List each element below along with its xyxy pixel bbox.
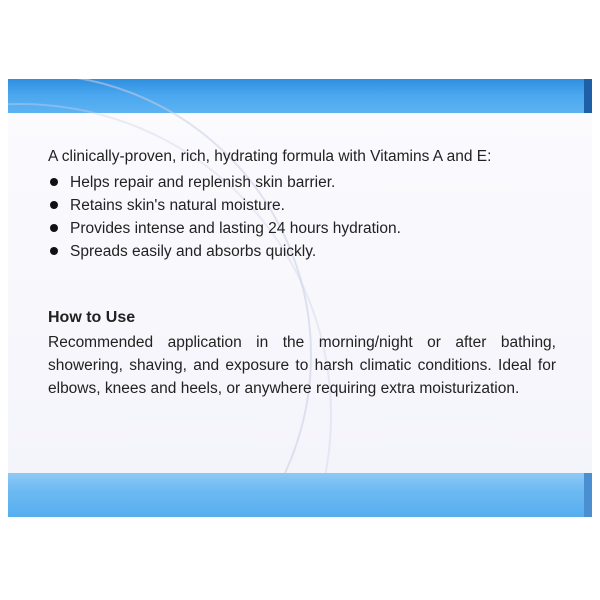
bullet-dot-icon [50,178,58,186]
list-item [48,240,556,263]
how-to-use-text: Recommended application in the morning/night or after bathing, showering, shaving, and exposure to harsh climatic conditions. Ideal for elbows, knees and heels, or anywhere requiring extra moisturization. [48,334,556,397]
bottom-blue-band [8,473,592,517]
how-to-use-heading: How to Use [48,309,136,326]
product-description [48,146,556,400]
bullet-dot-icon [50,224,58,232]
bullet-dot-icon [50,247,58,255]
benefit-text: Retains skin's natural moisture. [70,197,285,214]
benefit-text: Spreads easily and absorbs quickly. [70,243,317,260]
benefit-text: Provides intense and lasting 24 hours hydration. [70,220,401,237]
list-item [48,194,556,217]
bullet-dot-icon [50,201,58,209]
benefits-list [48,171,556,263]
benefit-text: Helps repair and replenish skin barrier. [70,174,336,191]
list-item [48,171,556,194]
top-band-dark-edge [584,79,592,113]
list-item [48,217,556,240]
bottom-band-dark-edge [584,473,592,517]
intro-text: A clinically-proven, rich, hydrating formula with Vitamins A and E: [48,148,492,165]
